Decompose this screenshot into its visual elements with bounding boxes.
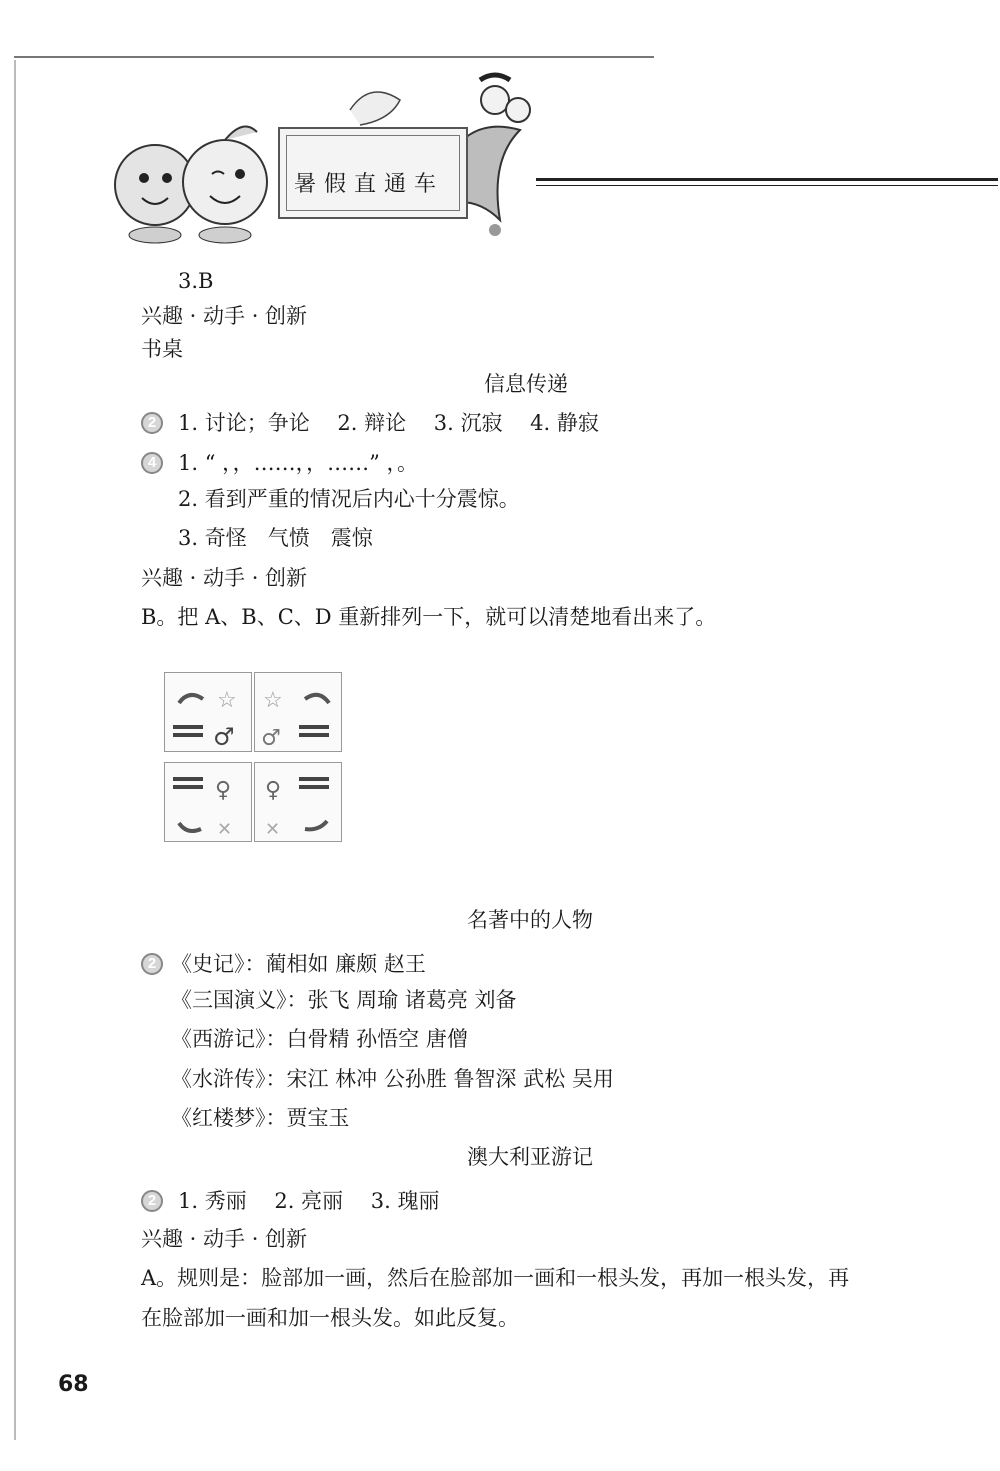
section-label: 兴趣 · 动手 · 创新 — [141, 304, 308, 328]
puzzle-cell-b — [254, 672, 342, 752]
arrow-star-icon — [165, 673, 251, 751]
puzzle-cell-d — [254, 762, 342, 842]
page-number: 68 — [58, 1372, 89, 1397]
svg-text:☆: ☆ — [217, 688, 237, 713]
answer-row: 1. “ ，，……，，……” ，。 — [178, 451, 419, 475]
answer-row: 《红楼梦》：贾宝玉 — [171, 1106, 350, 1130]
section-label: 兴趣 · 动手 · 创新 — [141, 1227, 308, 1251]
svg-text:♀: ♀ — [265, 778, 282, 803]
venus-equals-icon — [255, 763, 341, 841]
puzzle-figure — [164, 672, 344, 848]
answer-desk: 书桌 — [141, 337, 183, 361]
answer-paragraph: B。把 A、B、C、D 重新排列一下，就可以清楚地看出来了。 — [141, 605, 717, 629]
svg-text:♂: ♂ — [261, 726, 281, 751]
puzzle-cell-a — [164, 672, 252, 752]
star-arrow-icon — [255, 673, 341, 751]
svg-text:☆: ☆ — [263, 688, 283, 713]
header-title: 暑假直通车 — [294, 172, 445, 197]
section-title-info-transfer: 信息传递 — [484, 372, 568, 396]
answer-row: 《西游记》：白骨精 孙悟空 唐僧 — [171, 1027, 468, 1051]
answer-row: 2. 看到严重的情况后内心十分震惊。 — [178, 487, 520, 511]
svg-text:✕: ✕ — [265, 819, 281, 840]
answer-3b: 3.B — [178, 269, 214, 293]
answer-row: 《水浒传》：宋江 林冲 公孙胜 鲁智深 武松 吴用 — [171, 1067, 614, 1091]
question-number-badge: 2 — [141, 953, 163, 975]
answer-paragraph: A。规则是：脸部加一画，然后在脸部加一画和一根头发，再加一根头发，再 — [141, 1266, 850, 1290]
section-label: 兴趣 · 动手 · 创新 — [141, 566, 308, 590]
answer-paragraph: 在脸部加一画和加一根头发。如此反复。 — [141, 1306, 519, 1330]
equals-venus-icon — [165, 763, 251, 841]
answer-row: 《三国演义》：张飞 周瑜 诸葛亮 刘备 — [171, 988, 517, 1012]
margin-line — [14, 60, 16, 1440]
header-rule — [536, 178, 998, 186]
question-number-badge: 2 — [141, 412, 163, 434]
question-number-badge: 2 — [141, 1190, 163, 1212]
puzzle-cell-c — [164, 762, 252, 842]
top-rule — [14, 56, 654, 58]
svg-text:♂: ♂ — [213, 723, 235, 751]
answer-row: 《史记》：蔺相如 廉颇 赵王 — [171, 952, 426, 976]
svg-text:♀: ♀ — [215, 778, 232, 803]
answer-row: 1. 秀丽 2. 亮丽 3. 瑰丽 — [178, 1189, 440, 1213]
question-number-badge: 4 — [141, 452, 163, 474]
answer-row: 1. 讨论；争论 2. 辩论 3. 沉寂 4. 静寂 — [178, 411, 599, 435]
header-title-box — [278, 127, 468, 219]
svg-text:✕: ✕ — [217, 819, 233, 840]
answer-row: 3. 奇怪 气愤 震惊 — [178, 526, 373, 550]
section-title-australia-travel: 澳大利亚游记 — [467, 1145, 593, 1169]
section-title-famous-characters: 名著中的人物 — [467, 908, 593, 932]
